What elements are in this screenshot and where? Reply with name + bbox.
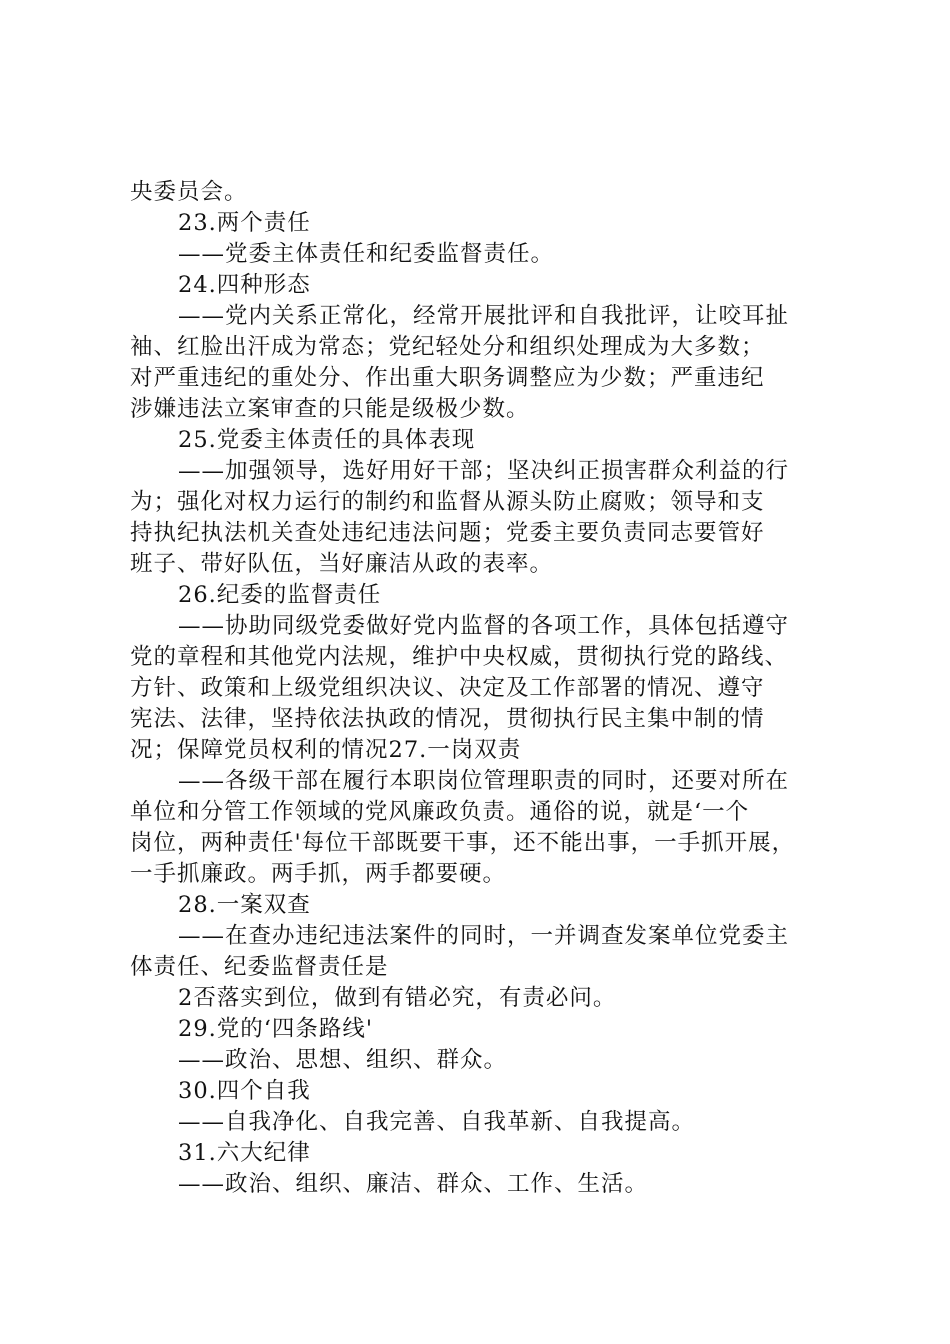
text-line: 涉嫌违法立案审查的只能是级极少数。 — [130, 396, 530, 422]
text-line: ——政治、组织、廉洁、群众、工作、生活。 — [178, 1171, 649, 1197]
text-line: 宪法、法律，坚持依法执政的情况，贯彻执行民主集中制的情 — [130, 706, 765, 732]
text-line: 25.党委主体责任的具体表现 — [178, 427, 476, 453]
text-line: 持执纪执法机关查处违纪违法问题；党委主要负责同志要管好 — [130, 520, 765, 546]
text-line: 体责任、纪委监督责任是 — [130, 954, 389, 980]
text-line: ——政治、思想、组织、群众。 — [178, 1047, 508, 1073]
text-line: 30.四个自我 — [178, 1078, 311, 1104]
text-line: 为；强化对权力运行的制约和监督从源头防止腐败；领导和支 — [130, 489, 765, 515]
text-line: 31.六大纪律 — [178, 1140, 311, 1166]
text-line: 24.四种形态 — [178, 272, 311, 298]
text-line: ——加强领导，选好用好干部；坚决纠正损害群众利益的行 — [178, 458, 790, 484]
text-line: 28.一案双查 — [178, 892, 311, 918]
text-line: ——党内关系正常化，经常开展批评和自我批评，让咬耳扯 — [178, 303, 790, 329]
text-line: 2否落实到位，做到有错必究，有责必问。 — [178, 985, 617, 1011]
text-line: 况；保障党员权利的情况27.一岗双责 — [130, 737, 522, 763]
document-body — [130, 177, 835, 1200]
text-line: 方针、政策和上级党组织决议、决定及工作部署的情况、遵守 — [130, 675, 765, 701]
text-line: ——协助同级党委做好党内监督的各项工作，具体包括遵守 — [178, 613, 790, 639]
text-line: 央委员会。 — [130, 179, 248, 205]
text-line: 23.两个责任 — [178, 210, 311, 236]
text-line: 对严重违纪的重处分、作出重大职务调整应为少数；严重违纪 — [130, 365, 765, 391]
text-line: 一手抓廉政。两手抓，两手都要硬。 — [130, 861, 507, 887]
text-line: 29.党的‘四条路线' — [178, 1016, 374, 1042]
text-line: 袖、红脸出汗成为常态；党纪轻处分和组织处理成为大多数； — [130, 334, 765, 360]
text-line: 岗位，两种责任'每位干部既要干事，还不能出事，一手抓开展， — [130, 830, 796, 856]
text-line: ——自我净化、自我完善、自我革新、自我提高。 — [178, 1109, 696, 1135]
text-line: 26.纪委的监督责任 — [178, 582, 382, 608]
text-line: 班子、带好队伍，当好廉洁从政的表率。 — [130, 551, 554, 577]
text-line: ——党委主体责任和纪委监督责任。 — [178, 241, 555, 267]
text-line: 党的章程和其他党内法规，维护中央权威，贯彻执行党的路线、 — [130, 644, 789, 670]
text-line: ——在查办违纪违法案件的同时，一并调查发案单位党委主 — [178, 923, 790, 949]
text-line: ——各级干部在履行本职岗位管理职责的同时，还要对所在 — [178, 768, 790, 794]
text-line: 单位和分管工作领域的党风廉政负责。通俗的说，就是‘一个 — [130, 799, 750, 825]
